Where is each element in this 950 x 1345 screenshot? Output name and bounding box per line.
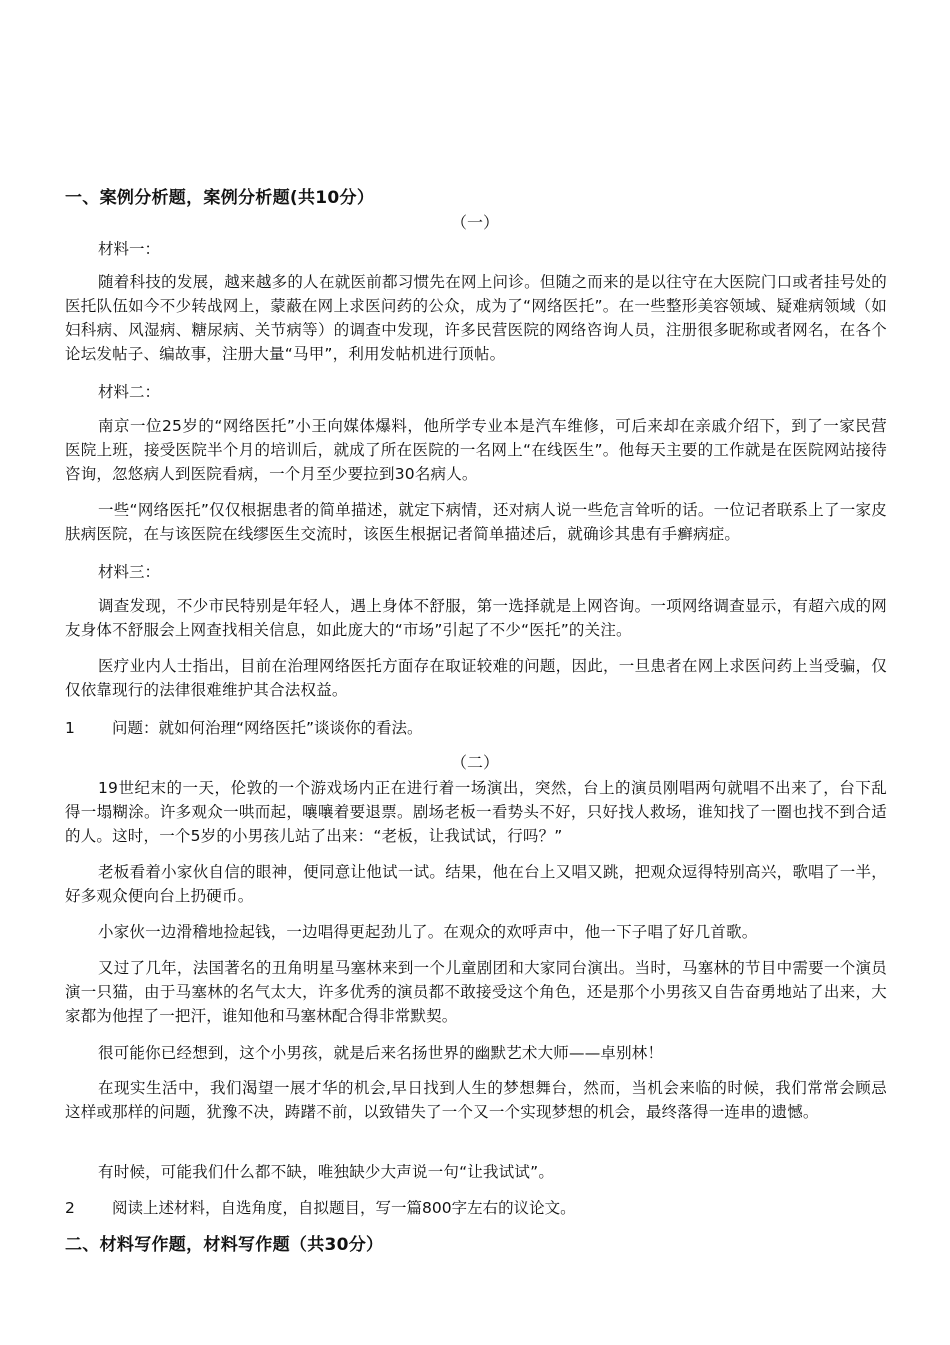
question-2-text: 阅读上述材料，自选角度，自拟题目，写一篇800字左右的议论文。: [112, 1199, 576, 1217]
story-paragraph-4: 又过了几年，法国著名的丑角明星马塞林来到一个儿童剧团和大家同台演出。当时，马塞林的节目中需要一个演员演一只猫，由于马塞林的名气太大，许多优秀的演员都不敢接受这个角色，还是那个小男孩又自告奋勇地站了出来，大家都为他捏了一把汗，谁知他和马塞林配合得非常默契。: [65, 959, 887, 1025]
story-paragraph-2: 老板看着小家伙自信的眼神，便同意让他试一试。结果，他在台上又唱又跳，把观众逗得特别高兴，歌唱了一半，好多观众便向台上扔硬币。: [65, 863, 887, 905]
story-paragraph-7: 有时候，可能我们什么都不缺，唯独缺少大声说一句“让我试试”。: [98, 1163, 555, 1181]
question-2-number: 2: [65, 1199, 75, 1217]
question-1-text: 问题：就如何治理“网络医托”谈谈你的看法。: [112, 719, 423, 737]
material-3-paragraph-1: 调查发现，不少市民特别是年轻人，遇上身体不舒服，第一选择就是上网咨询。一项网络调查显示，有超六成的网友身体不舒服会上网查找相关信息，如此庞大的“市场”引起了不少“医托”的关注。: [65, 597, 887, 639]
story-paragraph-6: 在现实生活中，我们渴望一展才华的机会,早日找到人生的梦想舞台，然而，当机会来临的时候，我们常常会顾忌这样或那样的问题，犹豫不决，踌躇不前，以致错失了一个又一个实现梦想的机会，最终落得一连串的遗憾。: [65, 1079, 887, 1121]
section-1-heading: 一、案例分析题，案例分析题(共10分）: [65, 188, 375, 208]
part-1-marker: （一）: [450, 213, 499, 232]
story-paragraph-5: 很可能你已经想到，这个小男孩，就是后来名扬世界的幽默艺术大师——卓别林！: [98, 1044, 664, 1062]
material-2-paragraph-2: 一些“网络医托”仅仅根据患者的简单描述，就定下病情，还对病人说一些危言耸听的话。一位记者联系上了一家皮肤病医院，在与该医院在线缪医生交流时，该医生根据记者简单描述后，就确诊其患有手癣病症。: [65, 501, 887, 543]
question-1: [65, 716, 887, 738]
section-2-heading: 二、材料写作题，材料写作题（共30分）: [65, 1235, 384, 1255]
material-2-label: 材料二：: [98, 383, 161, 401]
story-paragraph-3: 小家伙一边滑稽地捡起钱，一边唱得更起劲儿了。在观众的欢呼声中，他一下子唱了好几首歌。: [98, 923, 758, 941]
material-3-label: 材料三：: [98, 563, 161, 581]
story-paragraph-1: 19世纪末的一天，伦敦的一个游戏场内正在进行着一场演出，突然，台上的演员刚唱两句就唱不出来了，台下乱得一塌糊涂。许多观众一哄而起，嚷嚷着要退票。剧场老板一看势头不好，只好找人救场，谁知找了一圈也找不到合适的人。这时，一个5岁的小男孩儿站了出来：“老板，让我试试，行吗？”: [65, 779, 887, 845]
material-2-paragraph-1: 南京一位25岁的“网络医托”小王向媒体爆料，他所学专业本是汽车维修，可后来却在亲戚介绍下，到了一家民营医院上班，接受医院半个月的培训后，就成了所在医院的一名网上“在线医生”。他每天主要的工作就是在医院网站接待咨询，忽悠病人到医院看病，一个月至少要拉到30名病人。: [65, 417, 887, 483]
question-2: [65, 1196, 887, 1218]
material-1-text: 随着科技的发展，越来越多的人在就医前都习惯先在网上问诊。但随之而来的是以往守在大医院门口或者挂号处的医托队伍如今不少转战网上，蒙蔽在网上求医问药的公众，成为了“网络医托”。在一些整形美容领域、疑难病领域（如妇科病、风湿病、糖尿病、关节病等）的调查中发现，许多民营医院的网络咨询人员，注册很多昵称或者网名，在各个论坛发帖子、编故事，注册大量“马甲”，利用发帖机进行顶帖。: [65, 273, 887, 363]
question-1-number: 1: [65, 719, 75, 737]
material-3-paragraph-2: 医疗业内人士指出，目前在治理网络医托方面存在取证较难的问题，因此，一旦患者在网上求医问药上当受骗，仅仅依靠现行的法律很难维护其合法权益。: [65, 657, 887, 699]
part-2-marker: （二）: [450, 753, 499, 772]
material-1-label: 材料一：: [98, 240, 161, 258]
